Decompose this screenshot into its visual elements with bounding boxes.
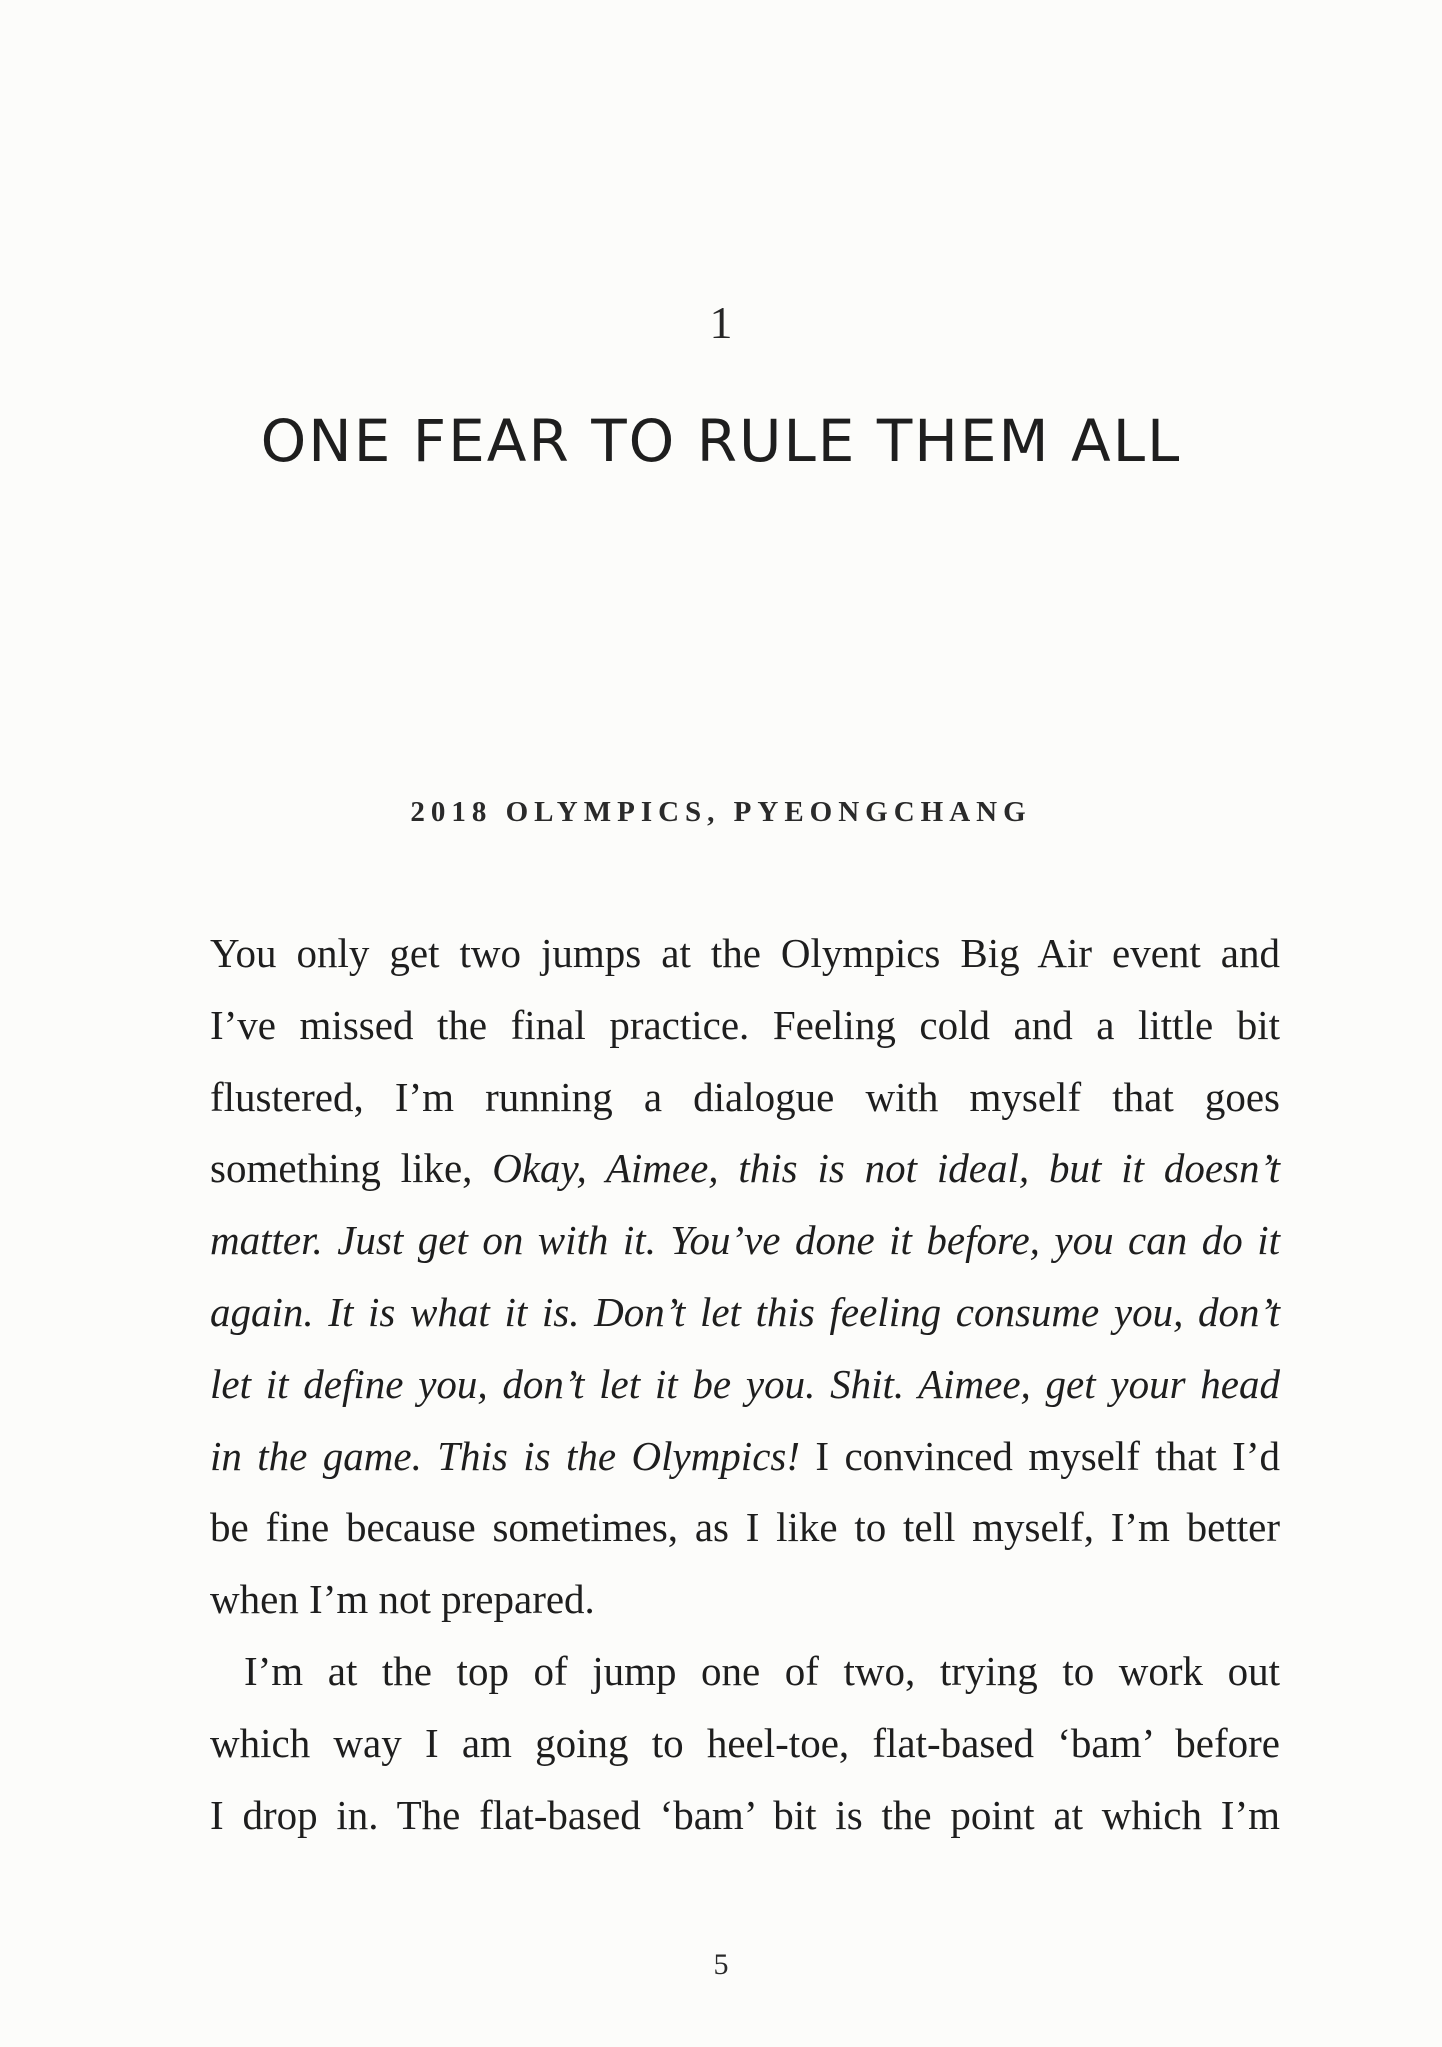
italic-segment: Okay, Aimee, this is not ideal, but it doesn’t: [492, 1145, 1280, 1192]
text-line: [210, 1349, 1280, 1421]
text-segment: something like,: [210, 1145, 493, 1192]
text-line: I’ve missed the final practice. Feeling cold and a little bit: [210, 1001, 1280, 1048]
italic-segment: matter. Just get on with it. You’ve done it before, you can do it: [210, 1217, 1280, 1264]
body-text: [210, 918, 1280, 1851]
italic-segment: let it define you, don’t let it be you. Shit. Aimee, get your head: [210, 1360, 1280, 1407]
text-line: I’m at the top of jump one of two, trying to work out: [244, 1647, 1280, 1694]
text-line: be fine because sometimes, as I like to tell myself, I’m better: [210, 1504, 1280, 1551]
text-line: [210, 1277, 1280, 1349]
text-line: [210, 1421, 1280, 1493]
text-line: [210, 1205, 1280, 1277]
italic-segment: in the game. This is the Olympics!: [210, 1432, 800, 1479]
text-line: You only get two jumps at the Olympics Big Air event and: [210, 930, 1280, 976]
text-line: which way I am going to heel-toe, flat-based ‘bam’ before: [210, 1719, 1280, 1766]
italic-segment: again. It is what it is. Don’t let this feeling consume you, don’t: [210, 1288, 1280, 1335]
section-heading: 2018 OLYMPICS, PYEONGCHANG: [410, 796, 1032, 828]
text-line: when I’m not prepared.: [210, 1576, 595, 1623]
text-line: flustered, I’m running a dialogue with myself that goes: [210, 1073, 1280, 1120]
page-number: 5: [713, 1948, 729, 1981]
text-line: [210, 1133, 1280, 1205]
text-segment: I convinced myself that I’d: [800, 1432, 1280, 1479]
chapter-number: 1: [709, 297, 733, 348]
chapter-title: ONE FEAR TO RULE THEM ALL: [260, 407, 1182, 475]
text-line: I drop in. The flat-based ‘bam’ bit is the point at which I’m: [210, 1791, 1280, 1838]
